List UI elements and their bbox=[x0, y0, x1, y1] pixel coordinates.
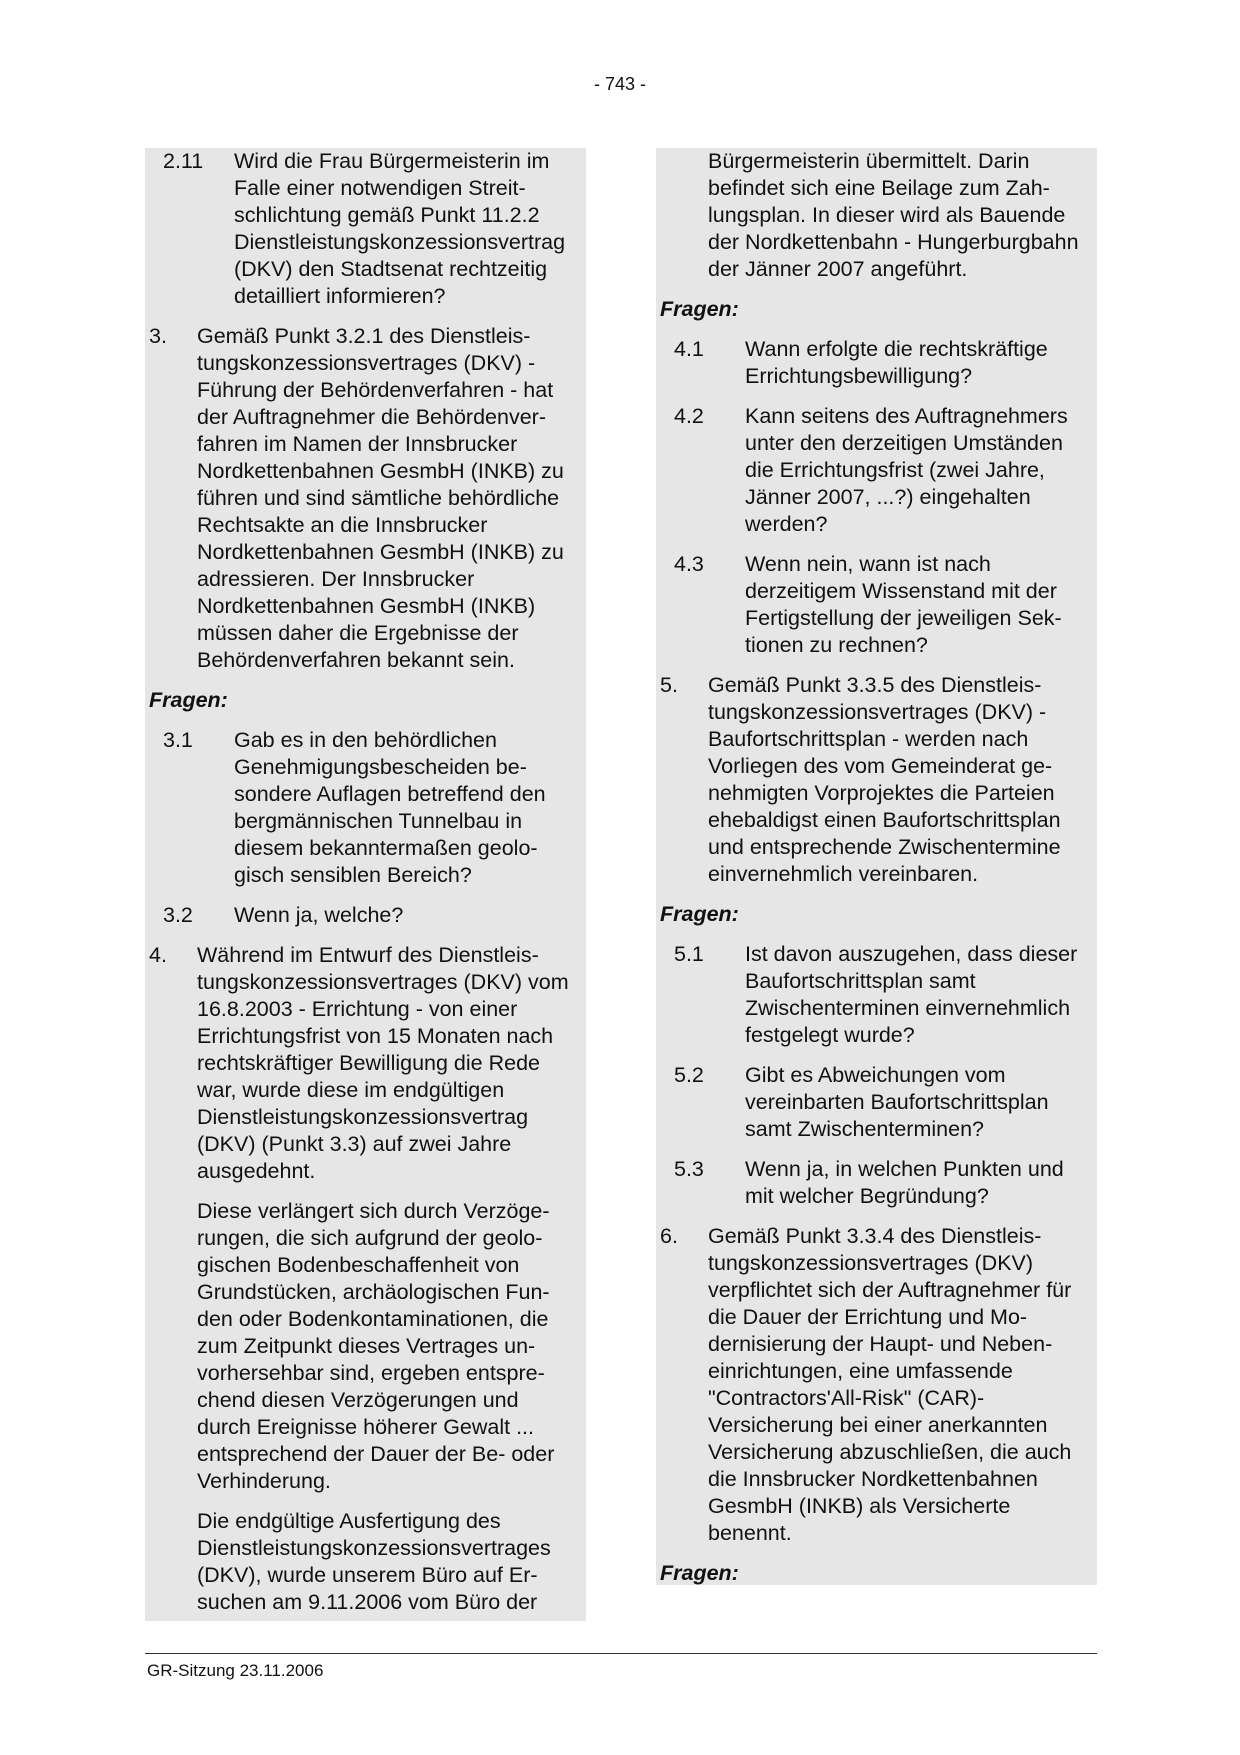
section-text: Während im Entwurf des Dienstleistungskonzessionsvertrages (DKV) vom 16.8.2003 - Errichtung - von einer Errichtungsfrist von 15 Monaten nach rechtskräftiger Bewilligung die Rede war, wurde diese im endgültigen Dienstleistungskonzessionsvertrag (DKV) (Punkt 3.3) auf zwei Jahre ausgedehnt. bbox=[197, 943, 569, 1183]
question-number: 4.3 bbox=[674, 552, 704, 576]
question-number: 5.3 bbox=[674, 1157, 704, 1181]
section-4-continuation: Bürgermeisterin übermittelt. Darin befindet sich eine Beilage zum Zahlungsplan. In dieser wird als Bauende der Nordkettenbahn - Hungerburgbahn der Jänner 2007 angeführt. bbox=[708, 149, 1079, 281]
question-number: 5.2 bbox=[674, 1063, 704, 1087]
question-5-2 bbox=[660, 1062, 1087, 1143]
question-number: 4.2 bbox=[674, 404, 704, 428]
question-number: 5.1 bbox=[674, 942, 704, 966]
question-4-3 bbox=[660, 551, 1087, 659]
question-4-1 bbox=[660, 336, 1087, 390]
section-text: Gemäß Punkt 3.3.5 des Dienstleistungskonzessionsvertrages (DKV) - Baufortschrittsplan - werden nach Vorliegen des vom Gemeinderat genehmigten Vorprojektes die Parteien ehebaldigst einen Baufortschrittsplan und entsprechende Zwischentermine einvernehmlich vereinbaren. bbox=[708, 673, 1061, 886]
fragen-heading: Fragen: bbox=[660, 1561, 739, 1585]
fragen-heading: Fragen: bbox=[660, 297, 739, 321]
fragen-heading: Fragen: bbox=[660, 902, 739, 926]
question-4-2 bbox=[660, 403, 1087, 538]
question-text: Wenn ja, welche? bbox=[234, 903, 404, 927]
question-text: Kann seitens des Auftragnehmers unter den derzeitigen Umständen die Errichtungsfrist (zwei Jahre, Jänner 2007, ...?) eingehalten werden? bbox=[745, 404, 1068, 536]
section-4-paragraph: Die endgültige Ausfertigung des Dienstleistungskonzessionsvertrages (DKV), wurde unserem Büro auf Ersuchen am 9.11.2006 vom Büro der bbox=[197, 1509, 551, 1614]
question-number: 4.1 bbox=[674, 337, 704, 361]
question-5-1 bbox=[660, 941, 1087, 1049]
question-2-11 bbox=[149, 148, 576, 310]
section-6 bbox=[660, 1223, 1087, 1547]
footer-divider bbox=[145, 1653, 1097, 1654]
section-text: Gemäß Punkt 3.2.1 des Dienstleistungskonzessionsvertrages (DKV) - Führung der Behördenverfahren - hat der Auftragnehmer die Behördenverfahren im Namen der Innsbrucker Nordkettenbahnen GesmbH (INKB) zu führen und sind sämtliche behördliche Rechtsakte an die Innsbrucker Nordkettenbahnen GesmbH (INKB) zu adressieren. Der Innsbrucker Nordkettenbahnen GesmbH (INKB) müssen daher die Ergebnisse der Behördenverfahren bekannt sein. bbox=[197, 324, 564, 672]
question-3-2 bbox=[149, 902, 576, 929]
question-text: Gab es in den behördlichen Genehmigungsbescheiden besondere Auflagen betreffend den bergmännischen Tunnelbau in diesem bekanntermaßen geologisch sensiblen Bereich? bbox=[234, 728, 546, 887]
question-text: Wann erfolgte die rechtskräftige Errichtungsbewilligung? bbox=[745, 337, 1048, 388]
question-number: 3.2 bbox=[163, 903, 193, 927]
question-3-1 bbox=[149, 727, 576, 889]
right-column bbox=[656, 148, 1097, 1585]
section-5 bbox=[660, 672, 1087, 888]
section-4-paragraph: Diese verlängert sich durch Verzögerungen, die sich aufgrund der geologischen Bodenbeschaffenheit von Grundstücken, archäologischen Funden oder Bodenkontaminationen, die zum Zeitpunkt dieses Vertrages unvorhersehbar sind, ergeben entsprechend diesen Verzögerungen und durch Ereignisse höherer Gewalt ... entsprechend der Dauer der Be- oder Verhinderung. bbox=[197, 1199, 555, 1493]
question-text: Ist davon auszugehen, dass dieser Baufortschrittsplan samt Zwischenterminen einvernehmlich festgelegt wurde? bbox=[745, 942, 1078, 1047]
question-text: Wenn nein, wann ist nach derzeitigem Wissenstand mit der Fertigstellung der jeweiligen Sektionen zu rechnen? bbox=[745, 552, 1062, 657]
section-4 bbox=[149, 942, 576, 1185]
section-3 bbox=[149, 323, 576, 674]
section-text: Gemäß Punkt 3.3.4 des Dienstleistungskonzessionsvertrages (DKV) verpflichtet sich der Auftragnehmer für die Dauer der Errichtung und Modernisierung der Haupt- und Nebeneinrichtungen, eine umfassende "Contractors'All-Risk" (CAR)-Versicherung bei einer anerkannten Versicherung abzuschließen, die auch die Innsbrucker Nordkettenbahnen GesmbH (INKB) als Versicherte benennt. bbox=[708, 1224, 1072, 1545]
section-number: 6. bbox=[660, 1224, 678, 1248]
footer-meeting-date: GR-Sitzung 23.11.2006 bbox=[147, 1661, 324, 1680]
section-number: 5. bbox=[660, 673, 678, 697]
question-text: Wird die Frau Bürgermeisterin im Falle einer notwendigen Streitschlichtung gemäß Punkt 11.2.2 Dienstleistungskonzessionsvertrag (DKV) den Stadtsenat rechtzeitig detailliert informieren? bbox=[234, 149, 566, 308]
question-text: Gibt es Abweichungen vom vereinbarten Baufortschrittsplan samt Zwischenterminen? bbox=[745, 1063, 1049, 1141]
question-number: 3.1 bbox=[163, 728, 193, 752]
question-5-3 bbox=[660, 1156, 1087, 1210]
left-column bbox=[145, 148, 586, 1621]
question-number: 2.11 bbox=[163, 149, 204, 173]
section-number: 3. bbox=[149, 324, 167, 348]
fragen-heading: Fragen: bbox=[149, 688, 228, 712]
section-number: 4. bbox=[149, 943, 167, 967]
question-text: Wenn ja, in welchen Punkten und mit welcher Begründung? bbox=[745, 1157, 1064, 1208]
page-number: - 743 - bbox=[593, 74, 647, 94]
